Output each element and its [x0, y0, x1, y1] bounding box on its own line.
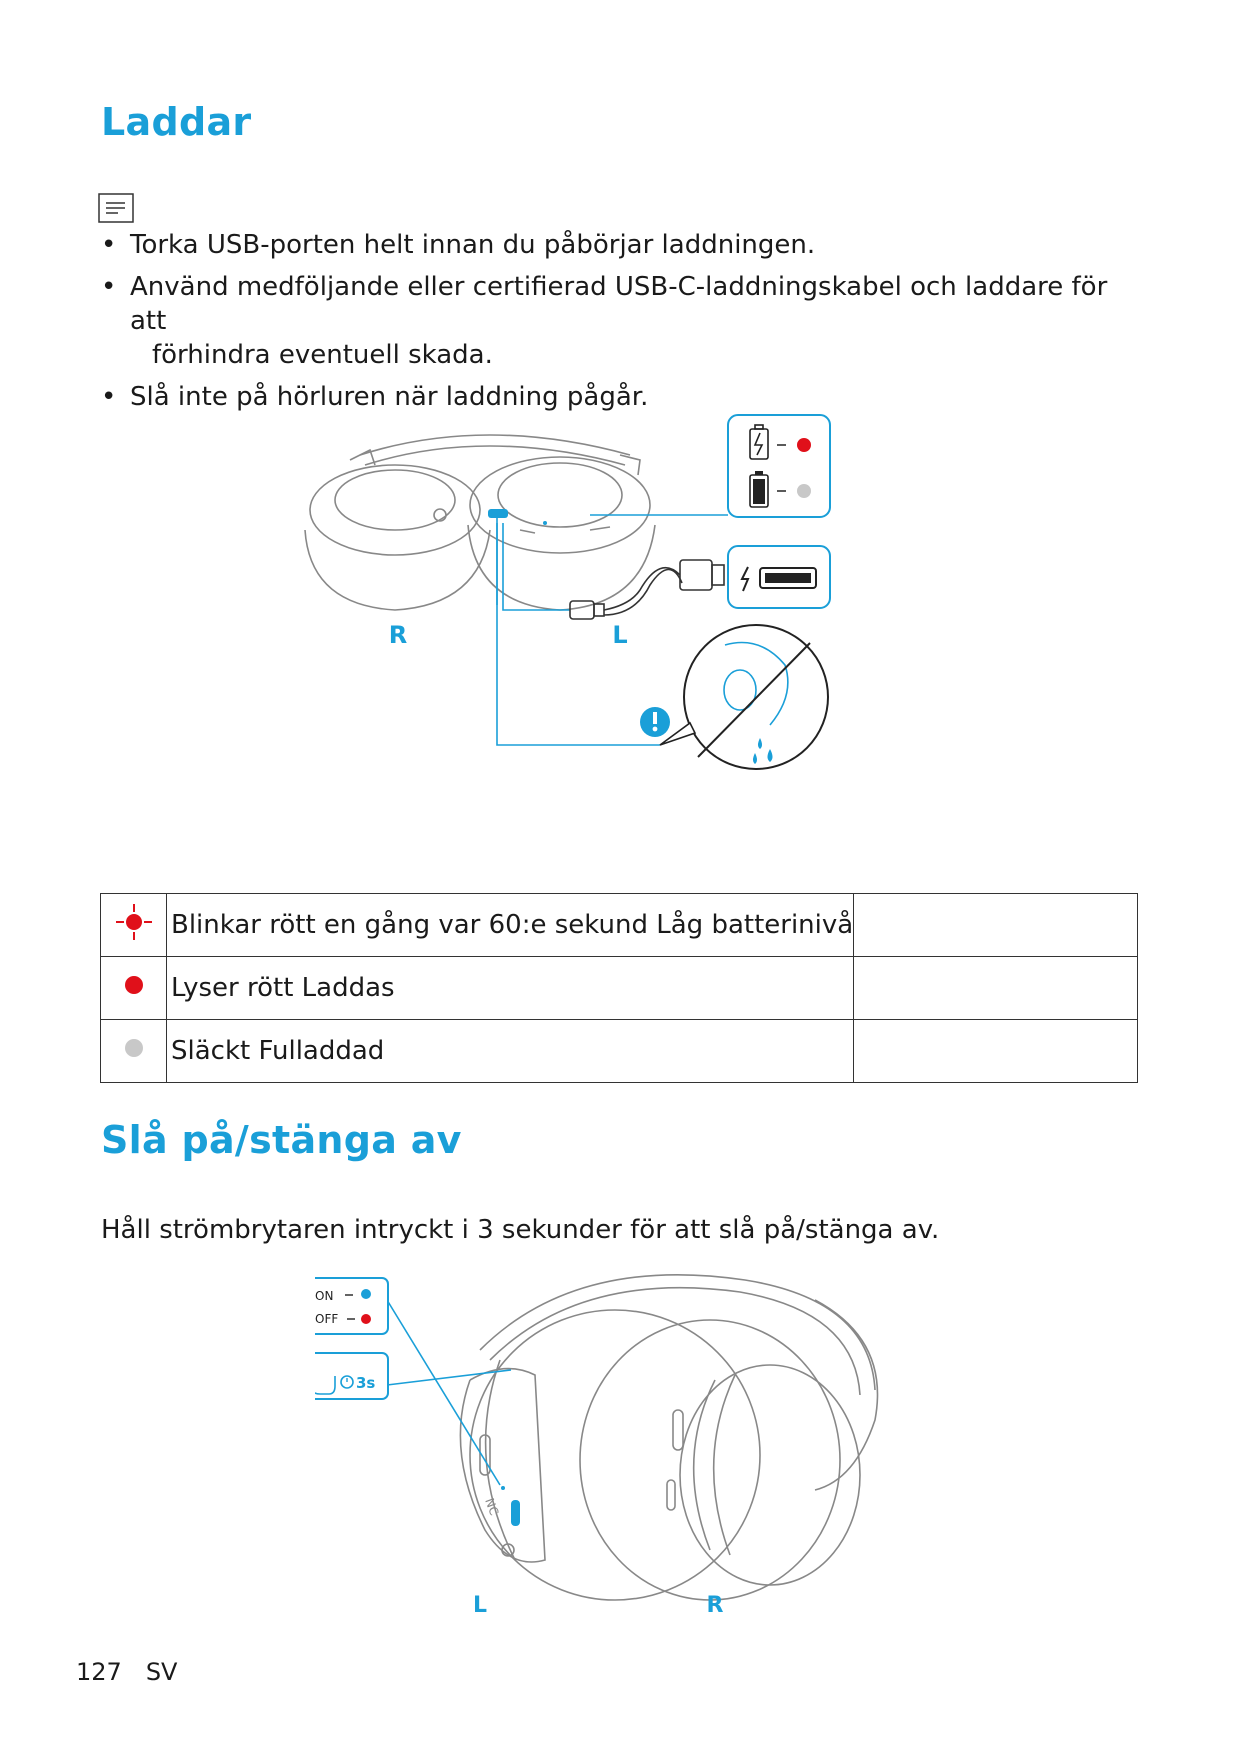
charging-notes-list	[101, 228, 1141, 422]
list-item	[101, 270, 1141, 372]
off-label: OFF	[315, 1312, 339, 1326]
status-extra	[854, 957, 1138, 1020]
red-led-icon	[361, 1314, 371, 1324]
battery-status-box	[728, 415, 830, 517]
label-right: R	[388, 621, 408, 649]
section-title-power: Slå på/stänga av	[101, 1118, 462, 1162]
bullet-text-continuation: förhindra eventuell skada.	[152, 340, 493, 370]
grey-led-icon	[122, 1036, 146, 1060]
press-hold-box	[315, 1353, 388, 1399]
status-description: Lyser rött Laddas	[167, 957, 854, 1020]
no-water-icon	[684, 625, 828, 769]
charging-illustration	[290, 405, 950, 875]
status-extra	[854, 894, 1138, 957]
table-row	[101, 894, 1138, 957]
page-footer	[76, 1658, 201, 1686]
nc-label: NC	[482, 1496, 502, 1518]
power-button-icon	[511, 1500, 520, 1526]
on-off-legend	[315, 1278, 388, 1334]
table-row	[101, 1020, 1138, 1083]
red-led-icon	[797, 438, 811, 452]
bullet-text: • Torka USB-porten helt innan du påbörjar laddningen.	[130, 230, 816, 260]
indicator-cell	[101, 1020, 167, 1083]
on-label: ON	[315, 1289, 334, 1303]
usb-c-plug-icon	[570, 601, 594, 619]
status-description: Släckt Fulladdad	[167, 1020, 854, 1083]
bullet-text: • Använd medföljande eller certifierad USB-C-laddningskabel och laddare för att	[130, 272, 1108, 336]
usb-port	[488, 509, 508, 518]
indicator-cell	[101, 894, 167, 957]
blinking-red-led-icon	[114, 902, 154, 942]
charger-icon	[728, 546, 830, 608]
indicator-cell	[101, 957, 167, 1020]
status-extra	[854, 1020, 1138, 1083]
led-status-table	[100, 893, 1138, 1083]
section-title-charging: Laddar	[101, 100, 252, 144]
solid-red-led-icon	[122, 973, 146, 997]
note-icon	[98, 193, 134, 223]
duration-label: 3s	[356, 1374, 376, 1392]
label-right: R	[706, 1593, 724, 1618]
warning-icon	[640, 707, 670, 737]
status-description: Blinkar rött en gång var 60:e sekund Låg batterinivå	[167, 894, 854, 957]
label-left: L	[612, 621, 628, 649]
power-illustration	[315, 1260, 915, 1630]
language-code: SV	[145, 1658, 178, 1686]
label-left: L	[472, 1593, 488, 1618]
blue-led-icon	[361, 1289, 371, 1299]
power-instructions: Håll strömbrytaren intryckt i 3 sekunder för att slå på/stänga av.	[101, 1215, 940, 1245]
list-item	[101, 228, 1141, 262]
bullet-text: • Slå inte på hörluren när laddning pågår.	[130, 382, 649, 412]
grey-led-icon	[797, 484, 811, 498]
page-number: 127	[76, 1658, 122, 1686]
table-row	[101, 957, 1138, 1020]
usb-plug-icon	[680, 560, 712, 590]
